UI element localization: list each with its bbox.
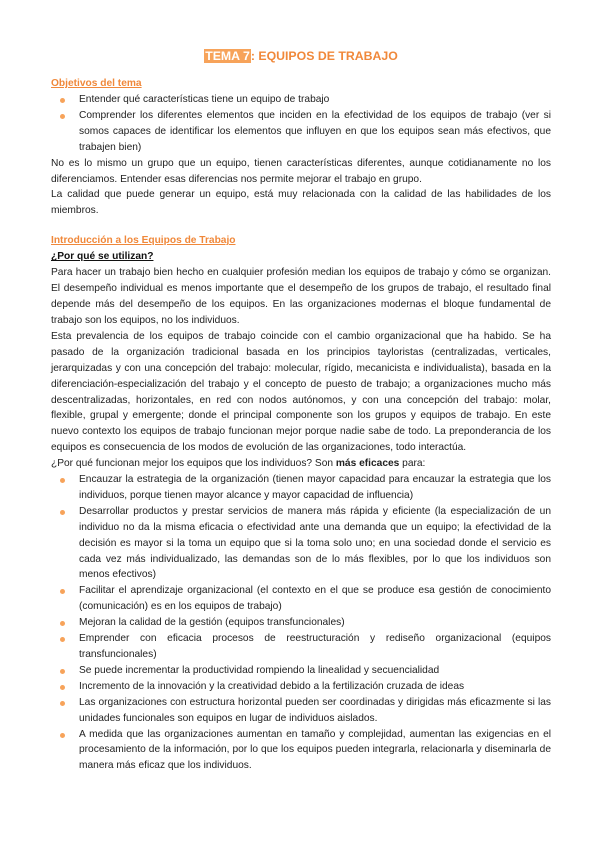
objectives-heading: Objetivos del tema [51,78,142,89]
paragraph: La calidad que puede generar un equipo, está muy relacionada con la calidad de las habilidades de los miembros. [51,189,551,217]
question-suffix: para: [399,458,426,470]
list-item [51,472,551,504]
list-item [51,631,551,663]
bullet-dot-icon [60,621,65,626]
paragraph: Esta prevalencia de los equipos de trabajo coincide con el cambio organizacional que ha habido. Se ha pasado de la organización tradicional basada en los principios tayloristas (centralizadas, verticales, jerarquizadas y con una concepción del trabajo: molecular, rígido, mecanicista e individualista), basada en la diferenciación-especialización del trabajo y el concepto de puesto de trabajo; a organizaciones mucho más descentralizadas, horizontales, en red con nodos autónomos, y con una concepción del trabajo: molar, flexible, grupal y emergente; donde el principal componente son los grupos y equipos de trabajo. En este nuevo contexto los equipos de trabajo funcionan mejor porque nadie sabe de todo. La preponderancia de los equipos es consecuencia de los modos de evolución de las organizaciones, todo interactúa. [51,330,551,454]
objectives-section [51,76,551,219]
list-item [51,108,551,156]
why-used-subheading: ¿Por qué se utilizan? [51,251,154,263]
bullet-dot-icon [60,733,65,738]
list-item-text: Incremento de la innovación y la creatividad debido a la fertilización cruzada de ideas [79,680,465,692]
list-item [51,663,551,679]
question-text: ¿Por qué funcionan mejor los equipos que los individuos? Son [51,458,336,470]
question-emphasis: más eficaces [335,458,400,470]
title-topic-number: TEMA 7 [205,49,250,63]
bullet-dot-icon [60,637,65,642]
question-paragraph [51,456,551,472]
paragraph: No es lo mismo un grupo que un equipo, tienen características diferentes, aunque cotidianamente no los diferenciamos. Entender esas diferencias nos permite mejorar el trabajo en grupo. [51,157,551,185]
benefits-list [51,472,551,774]
objectives-list [51,92,551,156]
introduction-heading: Introducción a los Equipos de Trabajo [51,235,236,247]
list-item [51,504,551,584]
bullet-dot-icon [60,685,65,690]
introduction-section [51,233,551,774]
list-item-text: Se puede incrementar la productividad rompiendo la linealidad y secuencialidad [79,664,440,676]
bullet-dot-icon [60,114,65,119]
bullet-dot-icon [60,510,65,515]
list-item [51,679,551,695]
bullet-dot-icon [60,701,65,706]
list-item-text: Encauzar la estrategia de la organización (tienen mayor capacidad para encauzar la estrategia que los individuos, porque tienen mayor alcance y mayor capacidad de influencia) [79,474,551,501]
list-item-text: Entender qué características tiene un equipo de trabajo [79,94,330,105]
bullet-dot-icon [60,589,65,594]
bullet-dot-icon [60,98,65,103]
list-item-text: Facilitar el aprendizaje organizacional (el contexto en el que se produce esa gestión de conocimiento (comunicación) es en los equipos de trabajo) [79,585,551,613]
list-item-text: Emprender con eficacia procesos de reestructuración y rediseño organizacional (equipos transfuncionales) [79,633,551,660]
list-item [51,727,551,775]
list-item-text: A medida que las organizaciones aumentan en tamaño y complejidad, aumentan las exigencias en el procesamiento de la información, por lo que los equipos pueden integrarla, relacionarla y diseminarla de manera más eficaz que los individuos. [79,728,551,772]
list-item-text: Comprender los diferentes elementos que inciden en la efectividad de los equipos de trabajo (ver si somos capaces de identificar los elementos que influyen en que los equipos sean más efectivos, que trabajen bien) [79,109,551,153]
list-item [51,615,551,631]
paragraph: Para hacer un trabajo bien hecho en cualquier profesión median los equipos de trabajo y cómo se organizan. El desempeño individual es menos importante que el desempeño de los grupos de trabajo, el resultado final depende más del desempeño de los equipos. En las organizaciones modernas el bloque fundamental de trabajo son los equipos, no los individuos. [51,267,551,326]
list-item-text: Desarrollar productos y prestar servicios de manera más rápida y eficiente (la especialización de un individuo no da la misma eficacia o efectividad ante una demanda que un equipo; la efectividad de la decisión es mayor si la toma un equipo que si la toma solo uno; en una sociedad donde el servicio es cada vez más individualizado, las demandas son de lo más flexibles, por lo que los individuos son menos efectivos) [79,505,551,581]
bullet-dot-icon [60,478,65,483]
page-title [51,48,551,64]
list-item [51,695,551,727]
bullet-dot-icon [60,669,65,674]
list-item-text: Mejoran la calidad de la gestión (equipos transfuncionales) [79,617,345,629]
list-item [51,583,551,615]
list-item [51,92,551,108]
list-item-text: Las organizaciones con estructura horizontal pueden ser coordinadas y dirigidas más eficazmente si las unidades funcionales son equipos en lugar de individuos aislados. [79,696,551,724]
document-page [51,48,551,774]
title-topic-name: : EQUIPOS DE TRABAJO [250,49,398,63]
